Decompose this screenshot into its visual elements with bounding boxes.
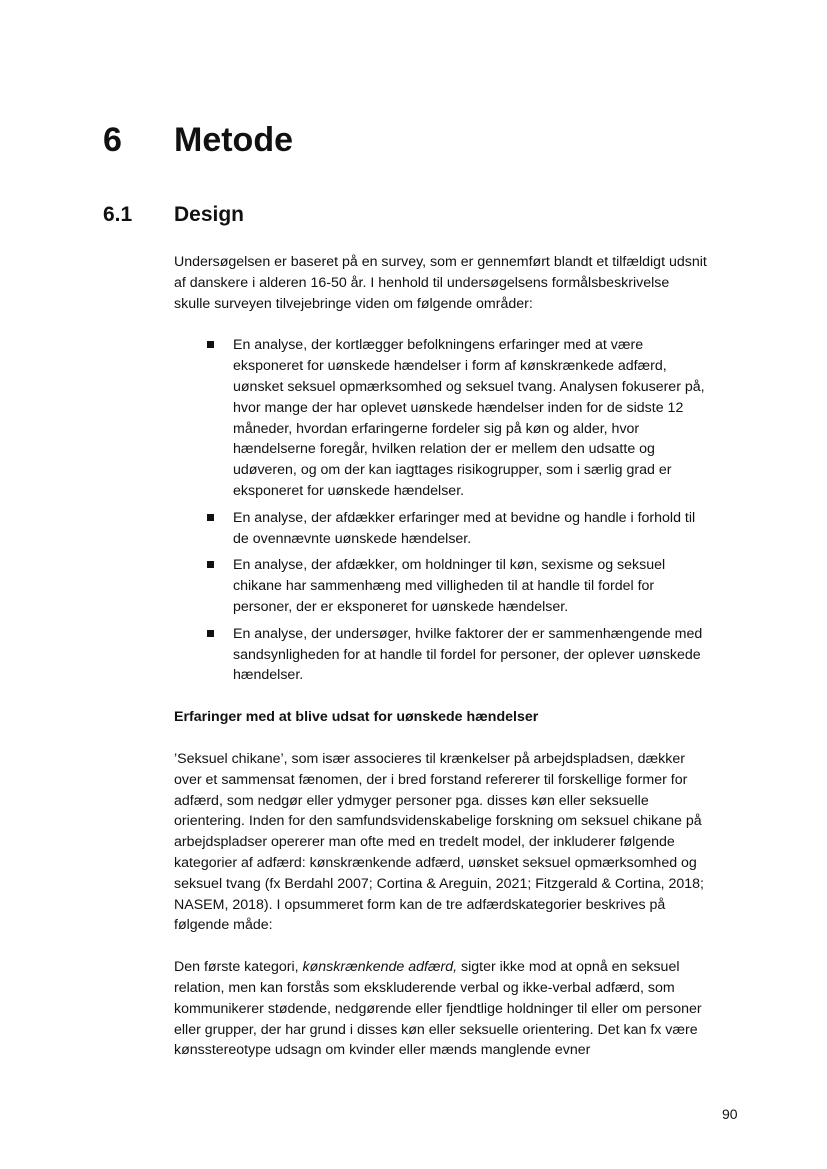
bullet-square-icon [207,341,214,348]
paragraph-italic-term: kønskrænkende adfærd, [302,959,458,976]
subheading: Erfaringer med at blive udsat for uønskede hændelser [174,709,539,726]
paragraph-text-before: Den første kategori, [174,959,303,976]
body-text [174,252,709,1061]
bullet-square-icon [207,514,214,521]
bullet-square-icon [207,561,214,568]
list-item [233,508,709,550]
chapter-number: 6 [103,121,122,159]
bullet-list [174,335,709,686]
list-item-text: En analyse, der undersøger, hvilke faktorer der er sammenhængende med sandsynligheden for at handle til fordel for personer, der oplever uønskede hændelser. [233,625,703,684]
list-item-text: En analyse, der kortlægger befolkningens erfaringer med at være eksponeret for uønskede hændelser i form af kønskrænkede adfærd, uønsket seksuel opmærksomhed og seksuel tvang. Analysen fokuserer på, hvor mange der har oplevet uønskede hændelser inden for de sidste 12 måneder, hvordan erfaringerne fordeler sig på køn og alder, hvor hændelserne foregår, hvilken relation der er mellem den udsatte og udøveren, og om der kan iagttages risikogrupper, som i særlig grad er eksponeret for uønskede hændelser. [233,337,705,499]
list-item [233,624,709,686]
bullet-square-icon [207,630,214,637]
intro-paragraph: Undersøgelsen er baseret på en survey, som er gennemført blandt et tilfældigt udsnit af danskere i alderen 16-50 år. I henhold til undersøgelsens formålsbeskrivelse skulle surveyen tilvejebringe viden om følgende områder: [174,254,707,312]
chapter-title: Metode [174,121,293,159]
paragraph-first-category [174,957,709,1061]
paragraph-text-after: sigter ikke mod at opnå en seksuel relation, men kan forstås som ekskluderende verbal og ikke-verbal adfærd, som kommunikerer stødende, nedgørende eller fjendtlige holdninger til eller om personer eller grupper, der har grund i disses køn eller seksuelle orientering. Det kan fx være kønsstereotype udsagn om kvinder eller mænds manglende evner [174,959,702,1059]
section-number: 6.1 [103,203,133,226]
list-item [233,335,709,501]
list-item-text: En analyse, der afdækker erfaringer med at bevidne og handle i forhold til de ovennævnte uønskede hændelser. [233,509,696,547]
section-title: Design [174,203,245,226]
paragraph-chikane: ’Seksuel chikane’, som især associeres til krænkelser på arbejdspladsen, dækker over et sammensat fænomen, der i bred forstand refererer til forskellige former for adfærd, som nedgør eller ydmyger personer pga. disses køn eller seksuelle orientering. Inden for den samfundsvidenskabelige forskning om seksuel chikane på arbejdspladser opererer man ofte med en tredelt model, der inkluderer følgende kategorier af adfærd: kønskrænkende adfærd, uønsket seksuel opmærksomhed og seksuel tvang (fx Berdahl 2007; Cortina & Areguin, 2021; Fitzgerald & Cortina, 2018; NASEM, 2018). I opsummeret form kan de tre adfærdskategorier beskrives på følgende måde: [174,750,704,934]
page-number: 90 [722,1106,738,1122]
list-item-text: En analyse, der afdækker, om holdninger til køn, sexisme og seksuel chikane har sammenhæng med villigheden til at handle til fordel for personer, der er eksponeret for uønskede hændelser. [233,557,666,615]
list-item [233,555,709,617]
